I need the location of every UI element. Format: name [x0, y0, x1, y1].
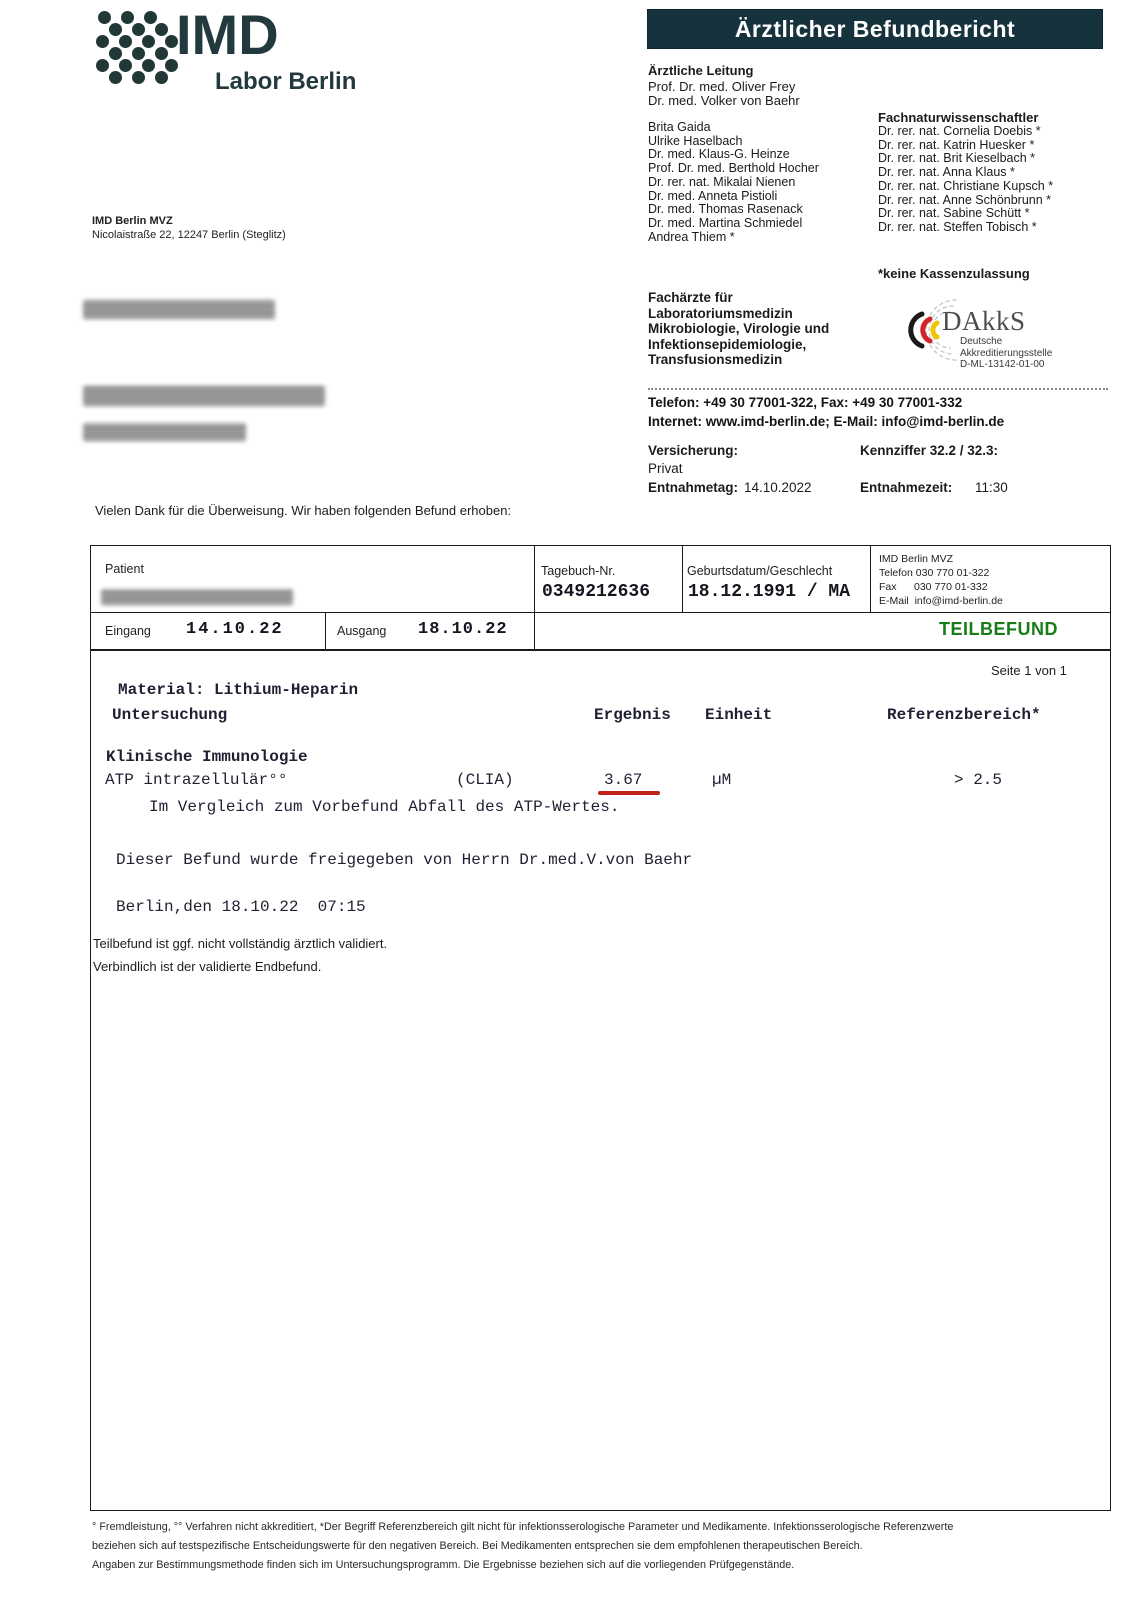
result-underline-marker — [598, 791, 660, 795]
scientist-name: Dr. rer. nat. Christiane Kupsch * — [878, 178, 1054, 193]
entnahmezeit-value: 11:30 — [975, 480, 1008, 495]
page-indicator: Seite 1 von 1 — [991, 663, 1067, 678]
column-header-referenzbereich: Referenzbereich* — [887, 706, 1041, 724]
staff-name: Prof. Dr. med. Berthold Hocher — [648, 161, 819, 176]
table-column-divider — [534, 546, 535, 612]
analyte-reference: > 2.5 — [954, 771, 1003, 789]
staff-name: Andrea Thiem * — [648, 229, 735, 244]
sender-name: IMD Berlin MVZ — [92, 215, 173, 227]
report-title: Ärztlicher Befundbericht — [734, 15, 1016, 42]
analyte-unit: µM — [712, 771, 732, 789]
scientist-name: Dr. rer. nat. Anne Schönbrunn * — [878, 192, 1052, 207]
intro-line: Vielen Dank für die Überweisung. Wir haben folgenden Befund erhoben: — [95, 503, 512, 518]
lab-email: E-Mail info@imd-berlin.de — [879, 595, 1003, 607]
entnahmetag-label: Entnahmetag: — [648, 480, 739, 495]
place-date-line: Berlin,den 18.10.22 07:15 — [116, 898, 366, 916]
section-heading: Klinische Immunologie — [106, 748, 308, 766]
analyte-result: 3.67 — [604, 771, 643, 789]
tagebuch-value: 0349212636 — [542, 582, 651, 602]
ausgang-value: 18.10.22 — [418, 620, 508, 639]
footnote-line: ° Fremdleistung, °° Verfahren nicht akkreditiert, *Der Begriff Referenzbereich gilt nicht für infektionsserologische Parameter und Medikamente. Infektionsserologische Referenzwerte — [92, 1521, 954, 1533]
scientists-heading: Fachnaturwissenschaftler — [878, 110, 1039, 125]
lab-phone: Telefon 030 770 01-322 — [879, 567, 990, 579]
staff-name: Dr. med. Anneta Pistioli — [648, 188, 778, 203]
specialists-line: Fachärzte für — [648, 290, 733, 305]
staff-name: Brita Gaida — [648, 120, 711, 134]
scientists-list — [878, 125, 1053, 235]
column-header-ergebnis: Ergebnis — [594, 706, 671, 724]
scientist-name: Dr. rer. nat. Steffen Tobisch * — [878, 219, 1037, 234]
table-column-divider — [682, 546, 683, 612]
entnahmetag-value: 14.10.2022 — [744, 480, 812, 495]
analyte-method: (CLIA) — [456, 771, 514, 789]
staff-name: Dr. med. Thomas Rasenack — [648, 202, 803, 217]
column-header-einheit: Einheit — [705, 706, 773, 724]
contact-web-line: Internet: www.imd-berlin.de; E-Mail: info@imd-berlin.de — [648, 414, 1005, 429]
material-line: Material: Lithium-Heparin — [118, 681, 359, 699]
table-row-divider — [91, 612, 1110, 613]
staff-name: Dr. med. Klaus-G. Heinze — [648, 147, 790, 162]
specialists-line: Mikrobiologie, Virologie und — [648, 321, 830, 337]
final-result-note: Verbindlich ist der validierte Endbefund. — [93, 959, 322, 974]
patient-info-table — [90, 545, 1111, 651]
specialists-line: Infektionsepidemiologie, — [648, 336, 807, 352]
staff-name: Dr. med. Martina Schmiedel — [648, 215, 803, 230]
redacted-recipient-line — [83, 300, 275, 319]
versicherung-label: Versicherung: — [648, 443, 739, 458]
redacted-patient-line — [83, 386, 325, 406]
ausgang-label: Ausgang — [337, 624, 387, 638]
staff-name: Dr. rer. nat. Mikalai Nienen — [648, 174, 796, 189]
logo-subtitle: Labor Berlin — [215, 68, 357, 95]
footnote-line: beziehen sich auf testspezifische Entscheidungswerte für den negativen Bereich. Bei Medikamenten entsprechen sie dem empfohlenen therapeutischen Bereich. — [92, 1540, 863, 1552]
lab-fax: Fax 030 770 01-332 — [879, 581, 988, 593]
status-badge: TEILBEFUND — [939, 619, 1058, 639]
table-column-divider — [325, 612, 326, 650]
released-by-line: Dieser Befund wurde freigegeben von Herrn Dr.med.V.von Baehr — [116, 851, 693, 869]
dakks-caption-line: Akkreditierungsstelle — [960, 347, 1053, 359]
dotted-divider — [648, 388, 1108, 390]
scientist-name: Dr. rer. nat. Anna Klaus * — [878, 165, 1015, 180]
lab-name: IMD Berlin MVZ — [879, 553, 954, 565]
redacted-patient-name — [101, 589, 293, 605]
versicherung-value: Privat — [648, 461, 683, 476]
specialists-line: Laboratoriumsmedizin — [648, 305, 793, 321]
staff-list — [648, 121, 819, 244]
medical-direction-heading: Ärztliche Leitung — [648, 63, 754, 78]
dakks-caption — [960, 336, 1052, 371]
imd-dots-logo-icon — [98, 11, 111, 24]
footnote-line: Angaben zur Bestimmungsmethode finden sich im Untersuchungsprogramm. Die Ergebnisse beziehen sich auf die vorliegenden Prüfgegenstände. — [92, 1559, 795, 1571]
dakks-wordmark: DAkkS — [942, 306, 1026, 336]
dakks-caption-line: D-ML-13142-01-00 — [960, 359, 1045, 370]
dakks-caption-line: Deutsche — [960, 336, 1003, 347]
no-insurance-note: *keine Kassenzulassung — [878, 266, 1030, 281]
column-header-untersuchung: Untersuchung — [112, 706, 228, 724]
analyte-name: ATP intrazellulär°° — [105, 771, 288, 789]
scientist-name: Dr. rer. nat. Cornelia Doebis * — [878, 124, 1041, 138]
medical-direction-name: Dr. med. Volker von Baehr — [648, 93, 800, 108]
kennziffer-label: Kennziffer 32.2 / 32.3: — [860, 443, 999, 458]
geburtsdatum-value: 18.12.1991 / MA — [688, 582, 851, 602]
scientist-name: Dr. rer. nat. Katrin Huesker * — [878, 137, 1035, 152]
staff-name: Ulrike Haselbach — [648, 133, 743, 148]
table-column-divider — [534, 612, 535, 650]
scientist-name: Dr. rer. nat. Sabine Schütt * — [878, 206, 1030, 221]
report-title-banner — [648, 10, 1102, 48]
table-column-divider — [870, 546, 871, 612]
result-comment: Im Vergleich zum Vorbefund Abfall des ATP-Wertes. — [149, 798, 620, 816]
patient-label: Patient — [105, 562, 144, 576]
contact-phone-line: Telefon: +49 30 77001-322, Fax: +49 30 77001-332 — [648, 395, 963, 410]
specialists-line: Transfusionsmedizin — [648, 352, 783, 368]
eingang-value: 14.10.22 — [186, 620, 284, 639]
redacted-address-line — [83, 423, 246, 441]
dakks-accreditation-mark — [896, 294, 1106, 369]
entnahmezeit-label: Entnahmezeit: — [860, 480, 953, 495]
logo-wordmark: IMD — [176, 3, 279, 66]
geburtsdatum-label: Geburtsdatum/Geschlecht — [687, 564, 833, 578]
scientist-name: Dr. rer. nat. Brit Kieselbach * — [878, 151, 1036, 166]
eingang-label: Eingang — [105, 624, 151, 638]
specialists-block — [648, 290, 829, 368]
tagebuch-label: Tagebuch-Nr. — [541, 564, 616, 578]
partial-result-note: Teilbefund ist ggf. nicht vollständig ärztlich validiert. — [93, 936, 388, 951]
sender-address: Nicolaistraße 22, 12247 Berlin (Steglitz) — [92, 229, 286, 241]
medical-direction-name: Prof. Dr. med. Oliver Frey — [648, 79, 796, 94]
